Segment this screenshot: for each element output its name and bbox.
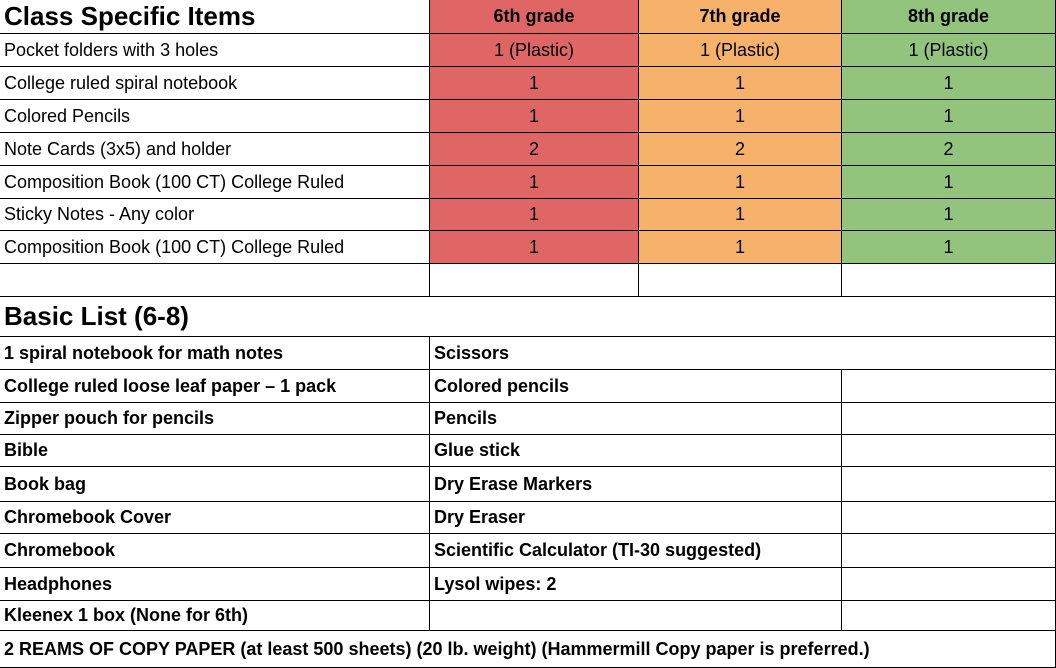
item-name: Colored Pencils xyxy=(0,100,430,133)
item-name: College ruled spiral notebook xyxy=(0,67,430,100)
grade-7-qty: 1 xyxy=(639,100,842,133)
empty-cell xyxy=(842,534,1056,568)
grade-8-qty: 1 xyxy=(842,231,1056,264)
basic-item-right: Lysol wipes: 2 xyxy=(430,568,842,601)
empty-cell xyxy=(639,264,842,297)
basic-item-right xyxy=(430,601,842,631)
grade-6-header: 6th grade xyxy=(430,0,639,34)
empty-cell xyxy=(842,467,1056,502)
item-name: Note Cards (3x5) and holder xyxy=(0,133,430,166)
grade-8-header: 8th grade xyxy=(842,0,1056,34)
grade-7-qty: 1 xyxy=(639,67,842,100)
basic-item-right: Scissors xyxy=(430,337,1056,370)
basic-item-right: Colored pencils xyxy=(430,370,842,403)
grade-6-qty: 1 (Plastic) xyxy=(430,34,639,67)
item-name: Pocket folders with 3 holes xyxy=(0,34,430,67)
basic-item-left: College ruled loose leaf paper – 1 pack xyxy=(0,370,430,403)
basic-item-right: Scientific Calculator (TI-30 suggested) xyxy=(430,534,842,568)
basic-item-right: Pencils xyxy=(430,403,842,435)
grade-7-qty: 1 xyxy=(639,231,842,264)
grade-7-qty: 2 xyxy=(639,133,842,166)
basic-item-left: Chromebook xyxy=(0,534,430,568)
item-name: Composition Book (100 CT) College Ruled xyxy=(0,231,430,264)
basic-item-right: Glue stick xyxy=(430,435,842,467)
basic-item-left: 1 spiral notebook for math notes xyxy=(0,337,430,370)
grade-7-qty: 1 xyxy=(639,166,842,199)
copy-paper-note: 2 REAMS OF COPY PAPER (at least 500 sheets) (20 lb. weight) (Hammermill Copy paper is preferred.) xyxy=(0,631,1056,668)
basic-item-left: Headphones xyxy=(0,568,430,601)
grade-8-qty: 1 (Plastic) xyxy=(842,34,1056,67)
class-specific-title: Class Specific Items xyxy=(0,0,430,34)
empty-cell xyxy=(842,435,1056,467)
empty-cell xyxy=(842,370,1056,403)
grade-6-qty: 2 xyxy=(430,133,639,166)
basic-item-right: Dry Eraser xyxy=(430,502,842,534)
empty-cell xyxy=(842,264,1056,297)
item-name: Sticky Notes - Any color xyxy=(0,199,430,231)
basic-item-left: Zipper pouch for pencils xyxy=(0,403,430,435)
grade-6-qty: 1 xyxy=(430,231,639,264)
grade-6-qty: 1 xyxy=(430,199,639,231)
grade-7-header: 7th grade xyxy=(639,0,842,34)
basic-list-title: Basic List (6-8) xyxy=(0,297,1056,337)
empty-cell xyxy=(430,264,639,297)
empty-cell xyxy=(842,403,1056,435)
grade-7-qty: 1 (Plastic) xyxy=(639,34,842,67)
basic-item-left: Kleenex 1 box (None for 6th) xyxy=(0,601,430,631)
basic-item-right: Dry Erase Markers xyxy=(430,467,842,502)
grade-8-qty: 1 xyxy=(842,100,1056,133)
grade-6-qty: 1 xyxy=(430,166,639,199)
grade-7-qty: 1 xyxy=(639,199,842,231)
empty-cell xyxy=(842,502,1056,534)
basic-item-left: Book bag xyxy=(0,467,430,502)
grade-8-qty: 1 xyxy=(842,166,1056,199)
basic-item-left: Chromebook Cover xyxy=(0,502,430,534)
grade-8-qty: 2 xyxy=(842,133,1056,166)
grade-8-qty: 1 xyxy=(842,67,1056,100)
empty-cell xyxy=(0,264,430,297)
item-name: Composition Book (100 CT) College Ruled xyxy=(0,166,430,199)
empty-cell xyxy=(842,601,1056,631)
grade-6-qty: 1 xyxy=(430,67,639,100)
empty-cell xyxy=(842,568,1056,601)
basic-item-left: Bible xyxy=(0,435,430,467)
grade-8-qty: 1 xyxy=(842,199,1056,231)
grade-6-qty: 1 xyxy=(430,100,639,133)
